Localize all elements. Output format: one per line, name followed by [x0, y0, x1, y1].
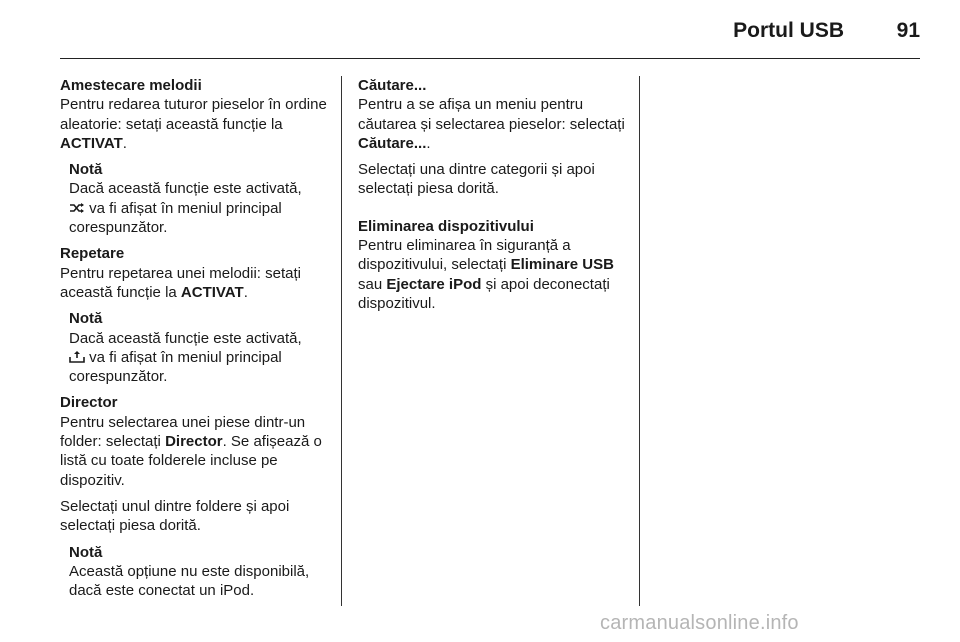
remove-usb-option: Eliminare USB	[510, 256, 614, 274]
folder-text-end: . Se afișează o listă cu toate folderele incluse pe dispozitiv.	[60, 433, 322, 489]
note-repeat	[60, 309, 330, 386]
remove-text-end: și apoi deconectați dispozitivul.	[358, 275, 610, 312]
repeat-text-body: Pentru repetarea unei melodii: setați această funcție la	[60, 264, 301, 301]
note-ipod-text: Această opțiune nu este disponibilă, dacă este conectat un iPod.	[69, 562, 310, 600]
remove-text-body: Pentru eliminarea în siguranță a dispozitivului, selectați	[358, 237, 571, 274]
shuffle-text-end: .	[122, 134, 127, 152]
remove-text	[358, 236, 628, 313]
search-text-end: .	[426, 134, 431, 152]
left-column	[60, 76, 330, 607]
note-label: Notă	[69, 161, 103, 179]
column-divider-left	[341, 76, 342, 606]
shuffle-text-body: Pentru redarea tuturor pieselor în ordine aleatorie: setați această funcție la	[60, 96, 327, 133]
folder-text	[60, 413, 330, 490]
repeat-icon	[69, 351, 85, 363]
page-number: 91	[896, 19, 920, 42]
note-shuffle-line1: Dacă această funcție este activată,	[69, 180, 302, 198]
repeat-setting-value: ACTIVAT	[180, 283, 244, 301]
note-shuffle-text: va fi afișat în meniul principal corespunzător.	[69, 199, 282, 237]
right-column	[358, 76, 628, 320]
watermark: carmanualsonline.info	[600, 612, 799, 634]
section-heading-shuffle: Amestecare melodii	[60, 77, 202, 94]
note-repeat-line2	[69, 348, 330, 387]
search-select-text: Selectați una dintre categorii și apoi selectați piesa dorită.	[358, 161, 595, 198]
page-title: Portul USB	[733, 19, 844, 42]
remove-section	[358, 217, 628, 313]
eject-ipod-option: Ejectare iPod	[386, 275, 482, 293]
repeat-section	[60, 244, 330, 302]
folder-select-text: Selectați unul dintre foldere și apoi selectați piesa dorită.	[60, 497, 290, 535]
shuffle-section	[60, 76, 330, 153]
note-shuffle-line2	[69, 199, 330, 238]
note-ipod	[60, 543, 330, 601]
folder-text-body: Pentru selectarea unei piese dintr-un folder: selectați	[60, 413, 306, 451]
repeat-text	[60, 264, 330, 303]
note-repeat-text: va fi afișat în meniul principal corespunzător.	[69, 348, 282, 386]
search-text	[358, 95, 628, 153]
search-section	[358, 76, 628, 153]
section-heading-search: Căutare...	[358, 77, 427, 94]
remove-text-mid: sau	[358, 275, 387, 293]
search-text-body: Pentru a se afișa un meniu pentru căutarea și selectarea pieselor: selectați	[358, 96, 625, 133]
section-heading-repeat: Repetare	[60, 245, 125, 263]
section-heading-remove: Eliminarea dispozitivului	[358, 217, 534, 235]
section-heading-folder: Director	[60, 394, 118, 412]
repeat-text-end: .	[243, 283, 248, 301]
note-shuffle	[60, 160, 330, 237]
folder-option: Director	[165, 433, 223, 451]
note-repeat-line1: Dacă această funcție este activată,	[69, 329, 302, 347]
note-label: Notă	[69, 310, 103, 328]
page-header	[60, 0, 920, 59]
shuffle-setting-value: ACTIVAT	[60, 134, 123, 152]
folder-section	[60, 393, 330, 489]
shuffle-text	[60, 95, 330, 153]
note-label: Notă	[69, 543, 103, 561]
search-option: Căutare...	[358, 134, 427, 152]
column-divider-right	[639, 76, 640, 606]
shuffle-icon	[69, 202, 85, 214]
